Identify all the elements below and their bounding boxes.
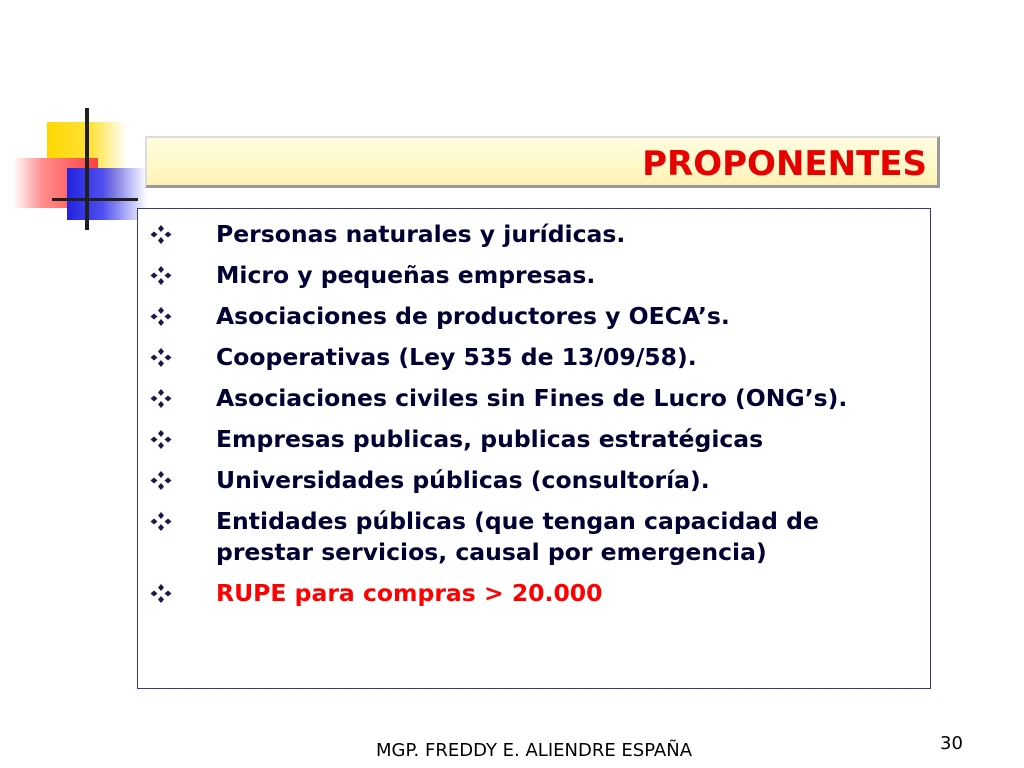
four-diamond-bullet-icon: [150, 301, 172, 332]
content-box: [137, 208, 931, 689]
list-item-text: Asociaciones civiles sin Fines de Lucro (ONG’s).: [216, 384, 848, 412]
four-diamond-bullet-icon: [150, 383, 172, 414]
list-item-highlight: [138, 578, 906, 609]
list-item: [138, 506, 906, 568]
list-item-text: Empresas publicas, publicas estratégicas: [216, 425, 764, 453]
decor-horizontal-line: [52, 198, 138, 201]
list-item-text: Personas naturales y jurídicas.: [216, 220, 626, 248]
list-item-text: Universidades públicas (consultoría).: [216, 466, 710, 494]
list-item-text: Asociaciones de productores y OECA’s.: [216, 302, 730, 330]
decor-vertical-line: [85, 108, 89, 230]
four-diamond-bullet-icon: [150, 578, 172, 609]
list-item: [138, 383, 906, 414]
list-item: [138, 219, 906, 250]
four-diamond-bullet-icon: [150, 465, 172, 496]
footer-author: MGP. FREDDY E. ALIENDRE ESPAÑA: [376, 740, 693, 761]
slide-title: PROPONENTES: [642, 144, 927, 184]
decor-blue-square: [67, 168, 147, 220]
proponents-list: [138, 219, 906, 619]
list-item-text: Cooperativas (Ley 535 de 13/09/58).: [216, 343, 697, 371]
list-item: [138, 301, 906, 332]
list-item-text: RUPE para compras > 20.000: [216, 579, 603, 607]
four-diamond-bullet-icon: [150, 260, 172, 291]
page-number: 30: [940, 733, 963, 754]
list-item: [138, 342, 906, 373]
title-bar: [145, 136, 940, 188]
list-item: [138, 424, 906, 455]
four-diamond-bullet-icon: [150, 342, 172, 373]
four-diamond-bullet-icon: [150, 424, 172, 455]
list-item: [138, 465, 906, 496]
four-diamond-bullet-icon: [150, 219, 172, 250]
list-item-text: Entidades públicas (que tengan capacidad de prestar servicios, causal por emergencia): [216, 507, 819, 566]
list-item: [138, 260, 906, 291]
list-item-text: Micro y pequeñas empresas.: [216, 261, 596, 289]
four-diamond-bullet-icon: [150, 506, 172, 537]
